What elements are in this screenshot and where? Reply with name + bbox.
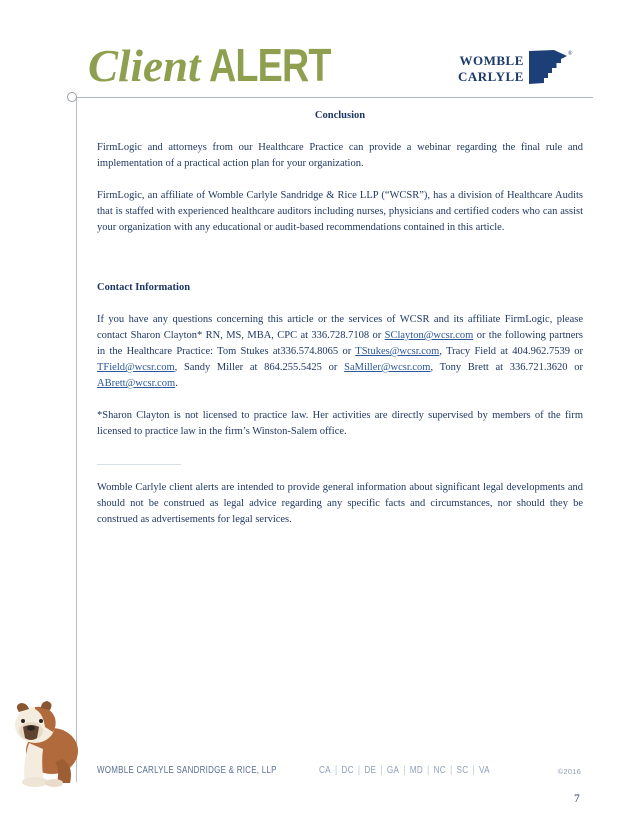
footnote-sharon-clayton: *Sharon Clayton is not licensed to practice law. Her activities are directly supervised by members of the firm licensed to practice law in the firm’s Winston-Salem office. — [97, 410, 583, 437]
flag-icon — [529, 50, 567, 85]
bulldog-image — [8, 697, 80, 787]
brand-alert-text: ALERT — [208, 39, 331, 91]
client-alert-logo — [88, 38, 357, 92]
footer-copyright: ©2016 — [557, 767, 581, 776]
brand-client-text: Client — [88, 41, 201, 91]
logo-line-womble: womble — [459, 49, 524, 70]
state-separator: | — [357, 765, 361, 776]
footer-state: GA — [386, 765, 400, 776]
contact-text: or the following partners in the Healthcare Practice: Tom Stukes at336.574.8065 or — [97, 330, 583, 357]
footnote-divider: ________________ — [97, 455, 181, 466]
page-footer — [97, 765, 583, 779]
left-margin-rule — [76, 97, 77, 782]
state-separator: | — [427, 765, 430, 776]
header-rule — [76, 97, 593, 98]
contact-text: . — [175, 378, 178, 389]
email-link[interactable]: TField@wcsr.com — [97, 362, 175, 373]
state-separator: | — [380, 765, 383, 776]
state-separator: | — [450, 765, 453, 776]
paragraph-webinar: FirmLogic and attorneys from our Healthcare Practice can provide a webinar regarding the final rule and implementation of a practical action plan for your organization. — [97, 142, 583, 169]
footer-firm-name: WOMBLE CARLYLE SANDRIDGE & RICE, LLP — [97, 765, 277, 776]
state-separator: | — [403, 765, 406, 776]
email-link[interactable]: SaMiller@wcsr.com — [344, 362, 431, 373]
contact-text: , Tracy Field at 404.962.7539 or — [439, 346, 583, 357]
contact-text: , Tony Brett at 336.721.3620 or — [430, 362, 583, 373]
footer-state-list — [319, 765, 490, 776]
womble-carlyle-logo — [458, 50, 572, 85]
paragraph-firmlogic: FirmLogic, an affiliate of Womble Carlyle Sandridge & Rice LLP (“WCSR”), has a division of Healthcare Audits that is staffed with experienced healthcare auditors including nurses, physicians and certified coders who can assist your organization with any educational or audit-based recommendations contained in this article. — [97, 190, 583, 233]
logo-line-carlyle: carlyle — [458, 65, 524, 86]
footer-state: MD — [409, 765, 424, 776]
email-link[interactable]: TStukes@wcsr.com — [355, 346, 440, 357]
contact-text: If you have any questions concerning this article or the services of WCSR and its affiliate FirmLogic, please contact Sharon Clayton* RN, MS, MBA, CPC at 336.728.7108 or — [97, 314, 583, 341]
footer-state: SC — [456, 765, 469, 776]
state-separator: | — [472, 765, 475, 776]
page-number: 7 — [574, 793, 580, 805]
contact-information-heading: Contact Information — [97, 282, 191, 293]
footer-state: VA — [479, 765, 490, 776]
email-link[interactable]: SClayton@wcsr.com — [384, 330, 474, 341]
footer-state: DC — [341, 765, 354, 776]
document-body — [97, 108, 583, 544]
registered-trademark: ® — [567, 51, 573, 57]
disclaimer-paragraph: Womble Carlyle client alerts are intended to provide general information about significant legal developments and should not be construed as legal advice regarding any specific facts and circumstances, nor should they be construed as advertisements for legal services. — [97, 482, 583, 525]
state-separator: | — [334, 765, 338, 776]
corner-circle-ornament — [67, 92, 77, 102]
contact-paragraph — [97, 312, 583, 392]
footer-state: NC — [433, 765, 446, 776]
conclusion-heading: Conclusion — [314, 110, 366, 121]
contact-text: , Sandy Miller at 864.255.5425 or — [174, 362, 345, 373]
womble-carlyle-wordmark — [458, 49, 524, 86]
footer-state: DE — [364, 765, 377, 776]
email-link[interactable]: ABrett@wcsr.com — [97, 378, 176, 389]
footer-state: CA — [319, 765, 331, 776]
